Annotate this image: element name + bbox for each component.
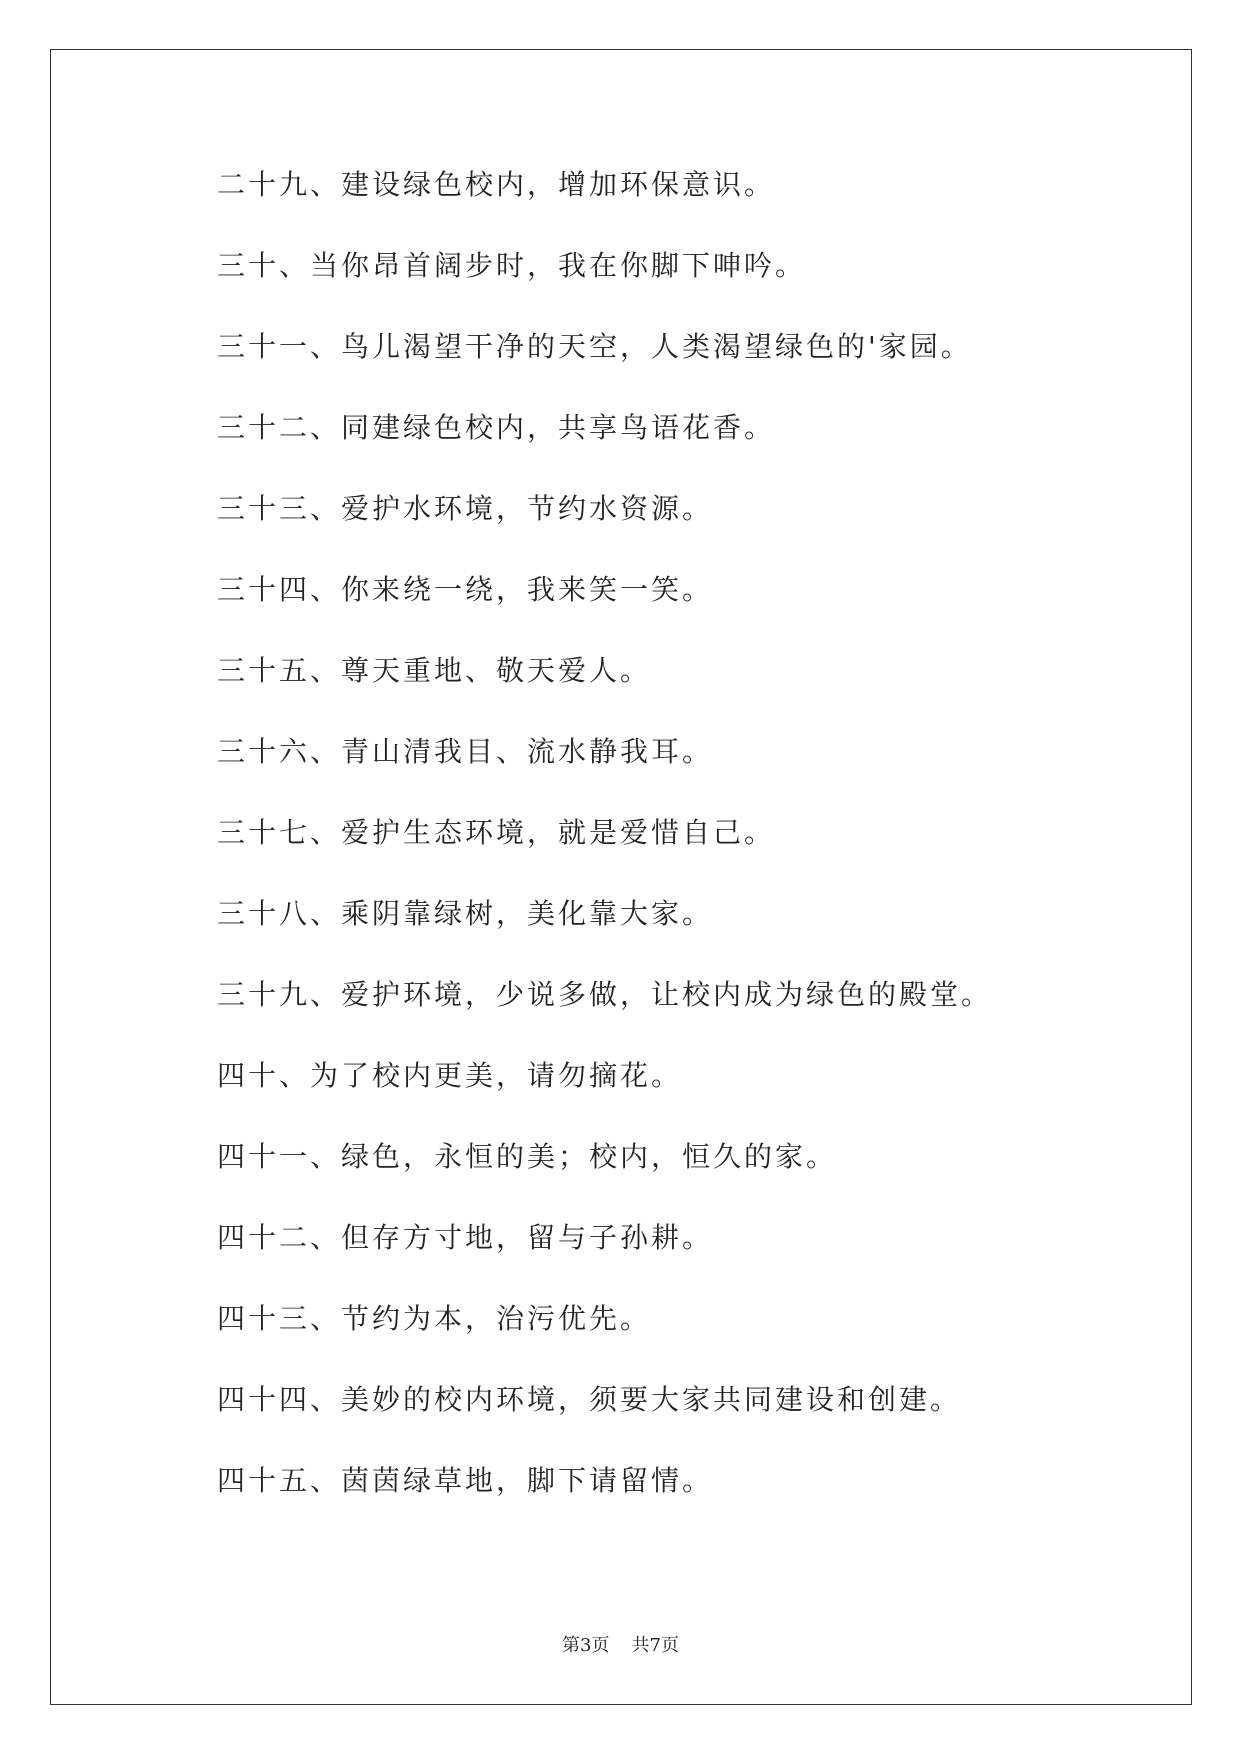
slogan-line: 四十二、但存方寸地，留与子孙耕。: [217, 1221, 714, 1254]
slogan-line: 三十四、你来绕一绕，我来笑一笑。: [217, 573, 714, 606]
slogan-line: 四十一、绿色，永恒的美；校内，恒久的家。: [217, 1140, 838, 1173]
slogan-list: [217, 165, 992, 1542]
slogan-line: 四十五、茵茵绿草地，脚下请留情。: [217, 1464, 714, 1497]
slogan-line: 三十五、尊天重地、敬天爱人。: [217, 654, 652, 687]
slogan-line: 四十四、美妙的校内环境，须要大家共同建设和创建。: [217, 1383, 962, 1416]
slogan-line: 三十三、爱护水环境，节约水资源。: [217, 492, 714, 525]
slogan-line: 三十二、同建绿色校内，共享鸟语花香。: [217, 411, 776, 444]
page-total: 共7页: [631, 1635, 679, 1656]
slogan-line: 四十三、节约为本，治污优先。: [217, 1302, 652, 1335]
slogan-line: 三十七、爱护生态环境，就是爱惜自己。: [217, 816, 776, 849]
slogan-line: 三十一、鸟儿渴望干净的天空，人类渴望绿色的'家园。: [217, 330, 972, 363]
slogan-line: 三十六、青山清我目、流水静我耳。: [217, 735, 714, 768]
slogan-line: 三十八、乘阴靠绿树，美化靠大家。: [217, 897, 714, 930]
slogan-line: 三十、当你昂首阔步时，我在你脚下呻吟。: [217, 249, 807, 282]
page-number: 第3页: [562, 1635, 610, 1656]
slogan-line: 三十九、爱护环境，少说多做，让校内成为绿色的殿堂。: [217, 978, 993, 1011]
page-footer: [0, 1631, 1241, 1657]
slogan-line: 二十九、建设绿色校内，增加环保意识。: [217, 168, 776, 201]
slogan-line: 四十、为了校内更美，请勿摘花。: [217, 1059, 683, 1092]
